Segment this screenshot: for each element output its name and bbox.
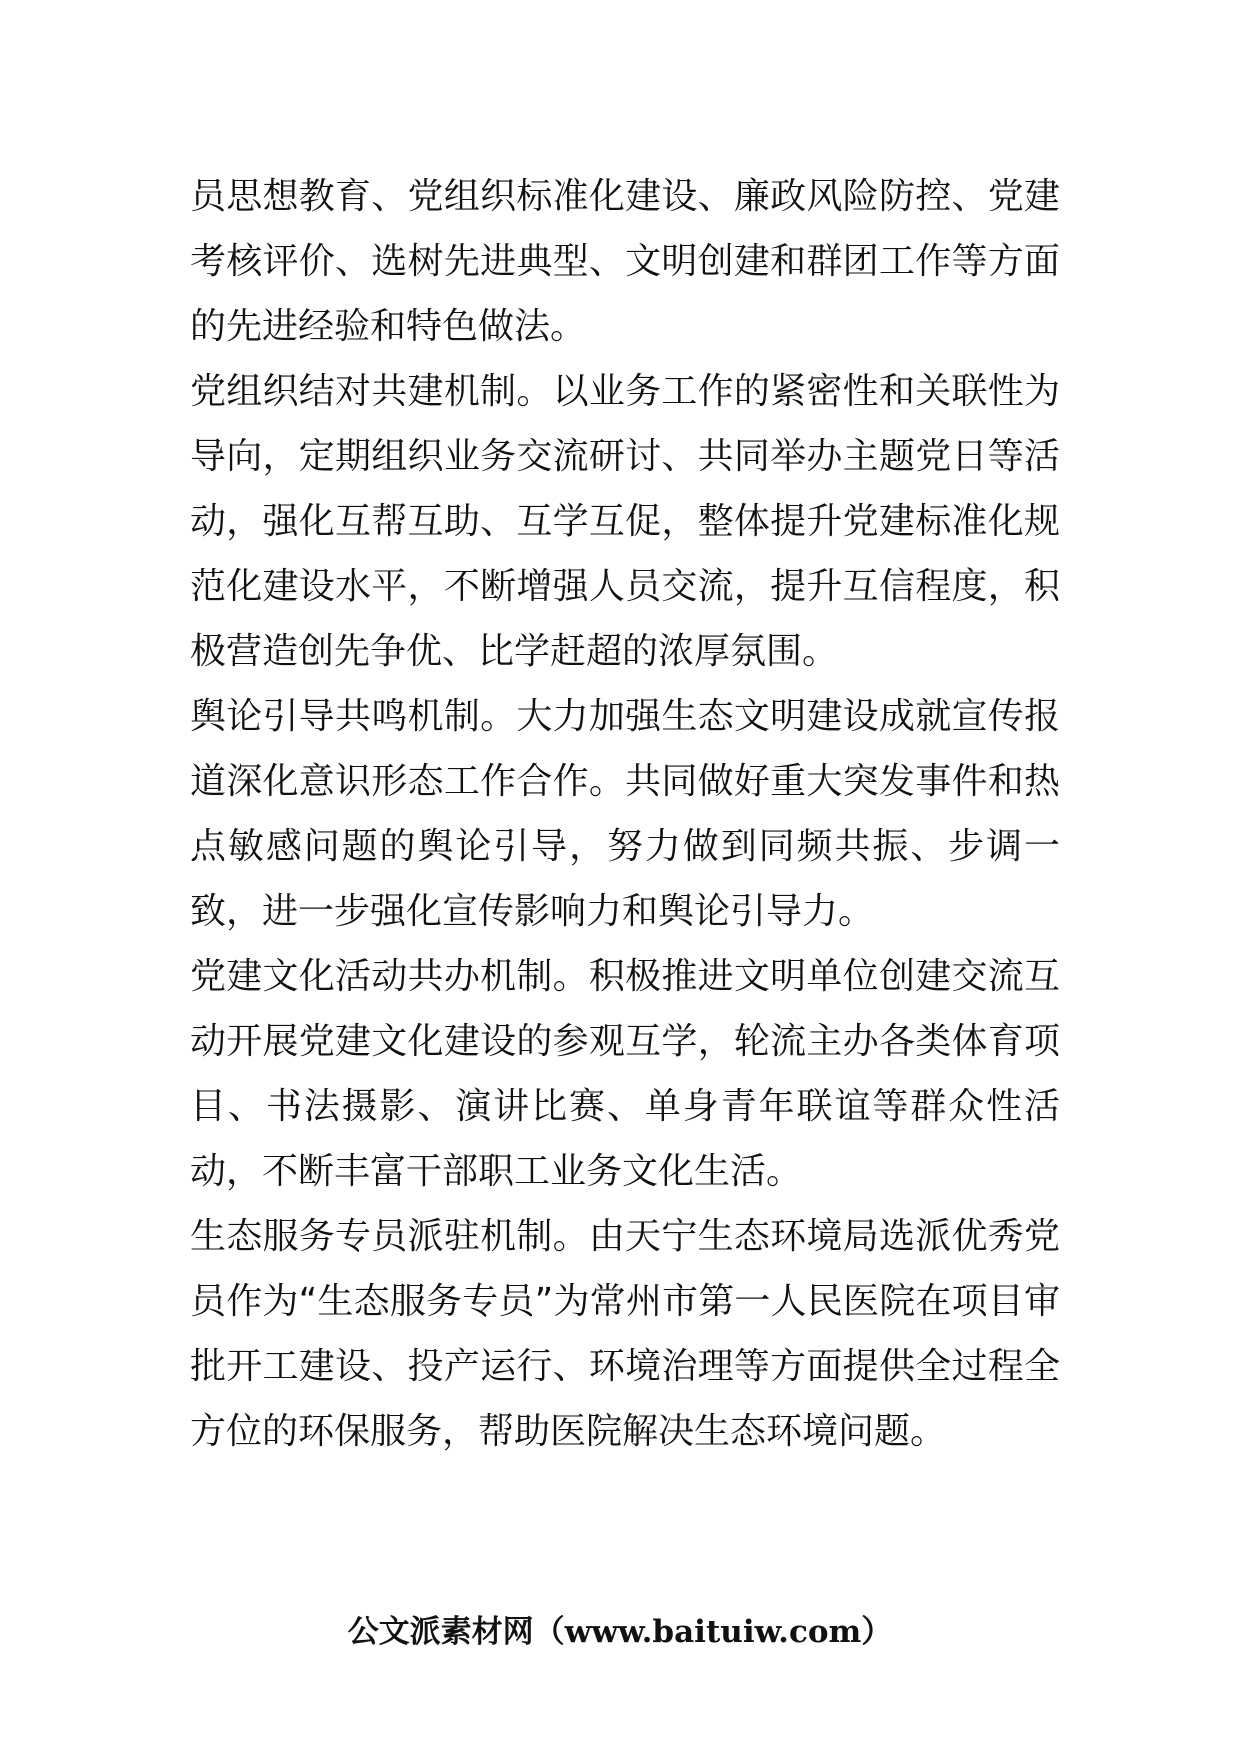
paragraph-2: 党组织结对共建机制。以业务工作的紧密性和关联性为导向，定期组织业务交流研讨、共同举办主题党日等活动，强化互帮互助、互学互促，整体提升党建标准化规范化建设水平，不断增强人员交流，提升互信程度，积极营造创先争优、比学赶超的浓厚氛围。: [190, 371, 1060, 672]
paragraph-3: 舆论引导共鸣机制。大力加强生态文明建设成就宣传报道深化意识形态工作合作。共同做好重大突发事件和热点敏感问题的舆论引导，努力做到同频共振、步调一致，进一步强化宣传影响力和舆论引导力。: [190, 696, 1060, 932]
document-body: [190, 164, 1060, 1464]
paragraph-5: 生态服务专员派驻机制。由天宁生态环境局选派优秀党员作为“生态服务专员”为常州市第一人民医院在项目审批开工建设、投产运行、环境治理等方面提供全过程全方位的环保服务，帮助医院解决生态环境问题。: [190, 1216, 1060, 1452]
footer-watermark-text: 公文派素材网（www.baituiw.com）: [347, 1614, 893, 1650]
paragraph-1: 员思想教育、党组织标准化建设、廉政风险防控、党建考核评价、选树先进典型、文明创建和群团工作等方面的先进经验和特色做法。: [190, 176, 1060, 347]
paragraph-4: 党建文化活动共办机制。积极推进文明单位创建交流互动开展党建文化建设的参观互学，轮流主办各类体育项目、书法摄影、演讲比赛、单身青年联谊等群众性活动，不断丰富干部职工业务文化生活。: [190, 956, 1060, 1192]
